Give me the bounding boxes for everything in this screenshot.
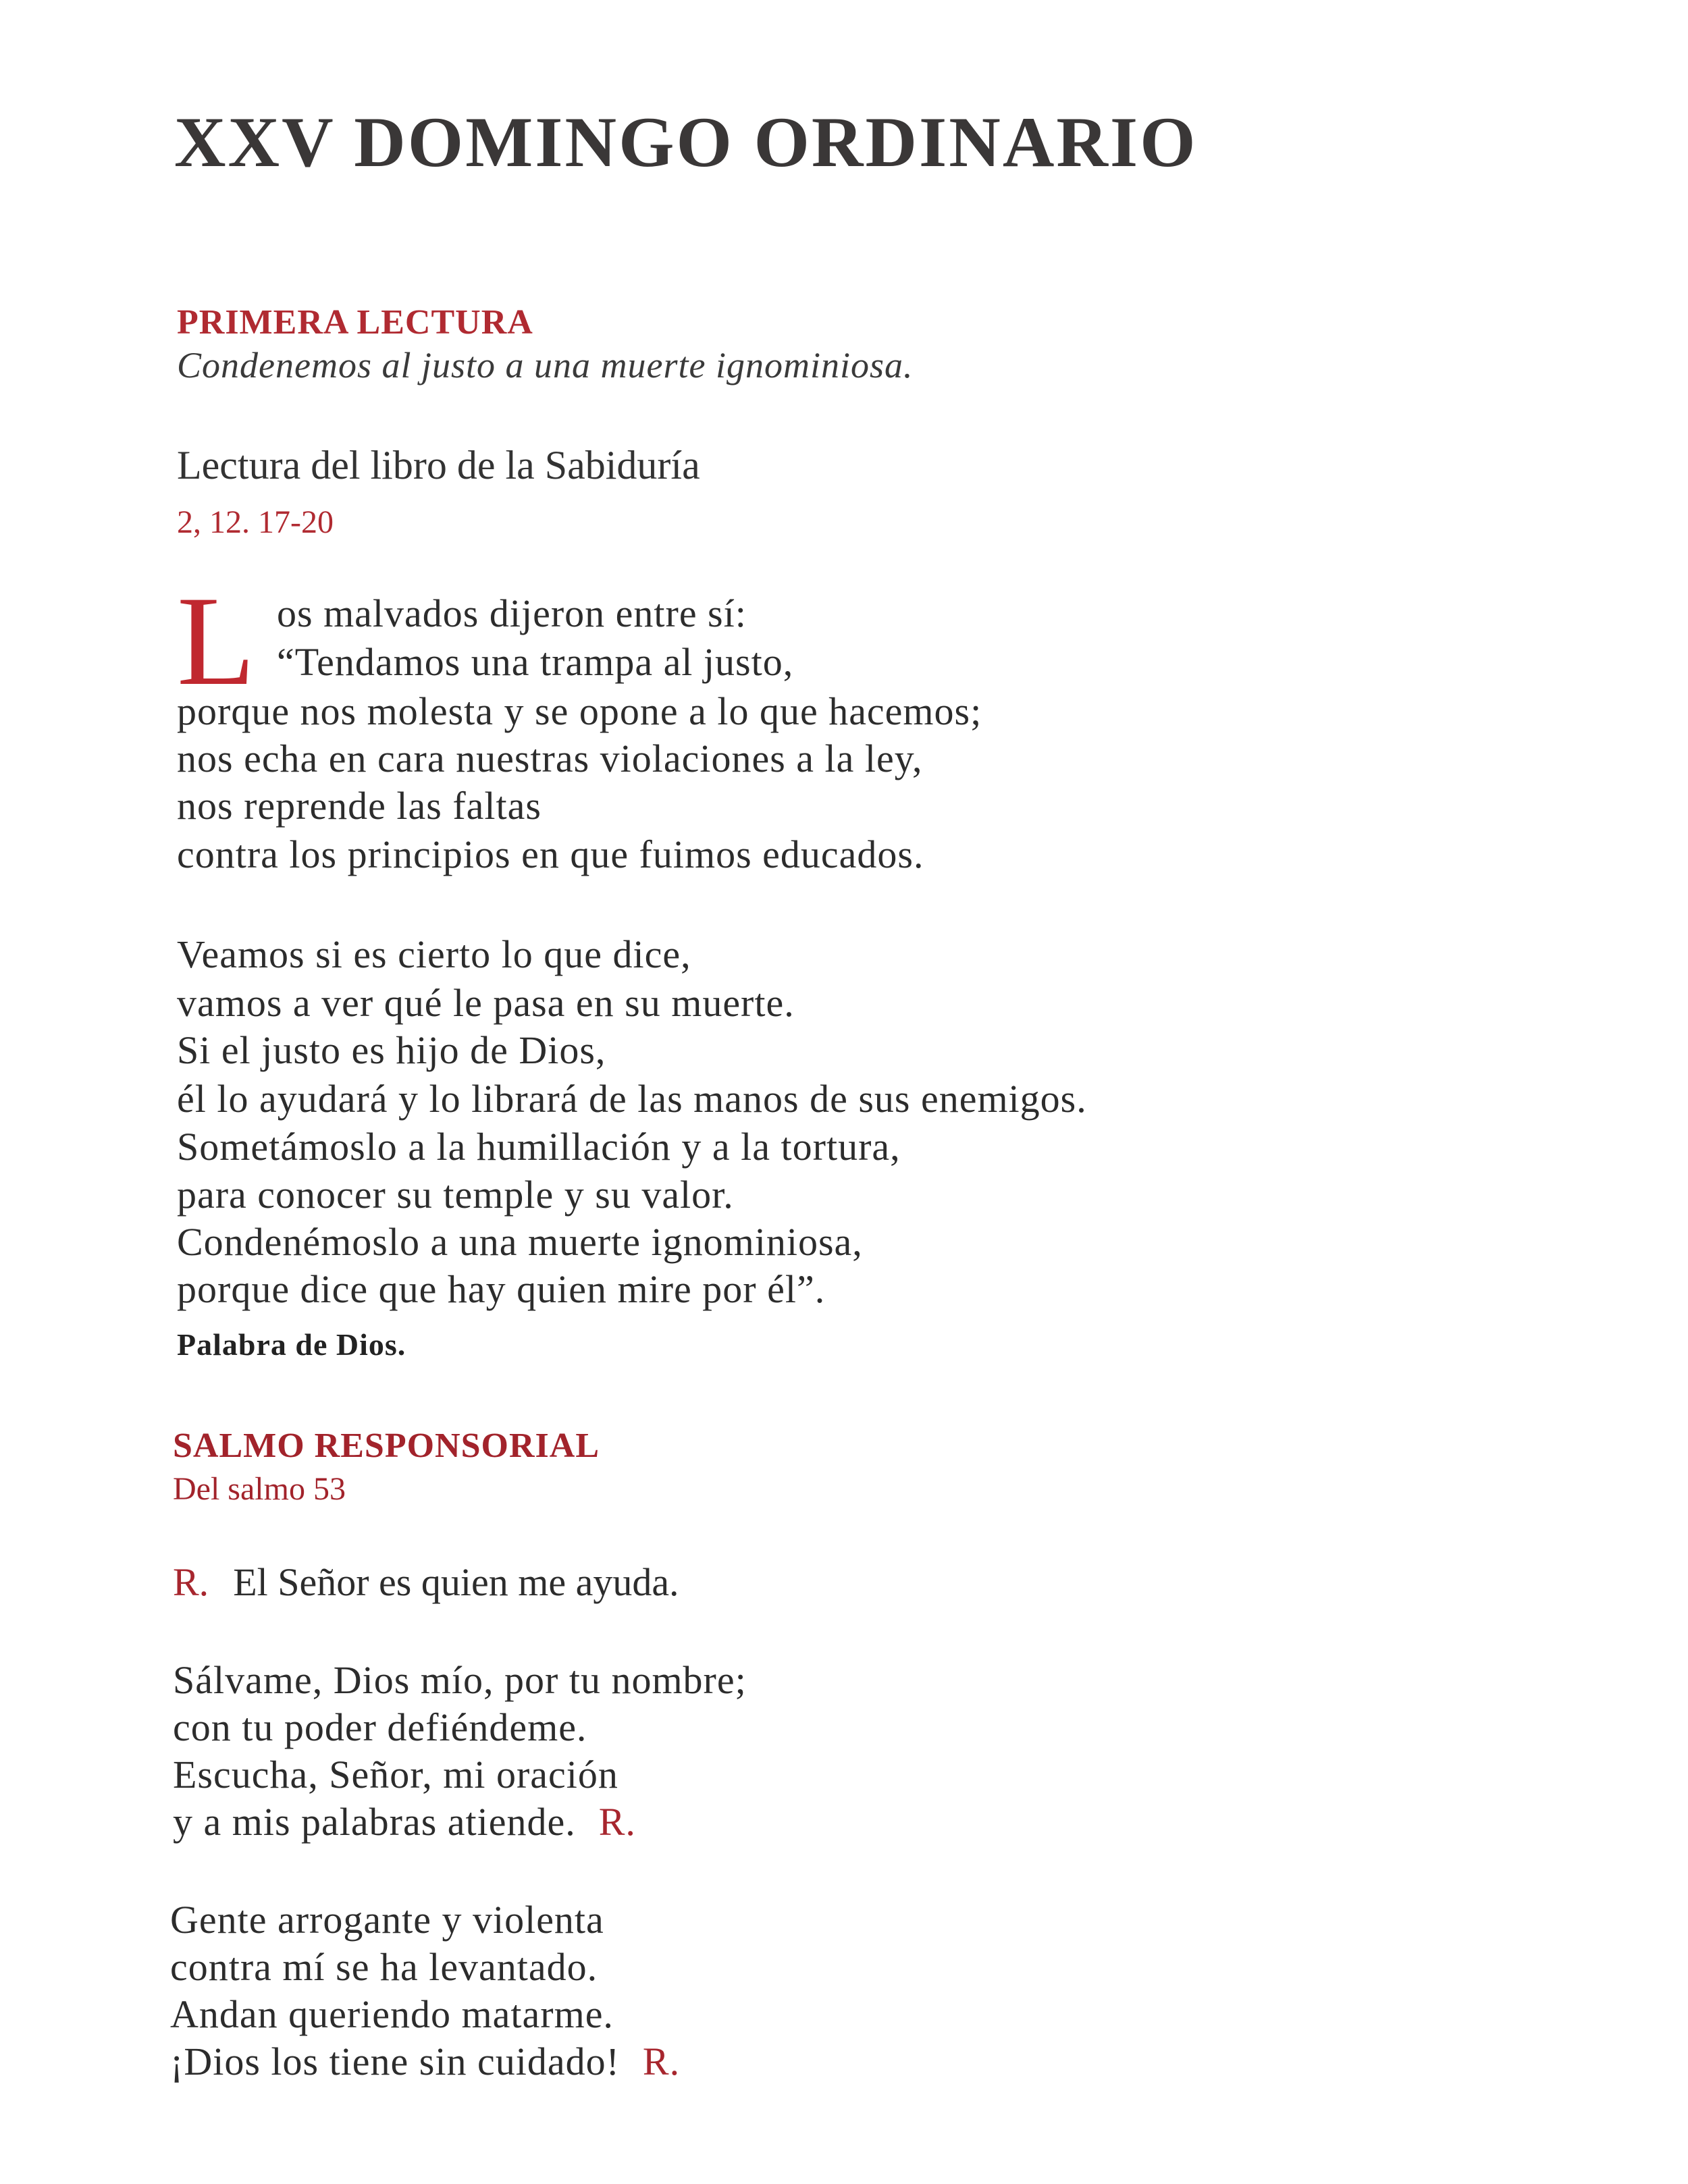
response-text: El Señor es quien me ayuda. bbox=[233, 1560, 679, 1604]
response-mark: R. bbox=[173, 1560, 209, 1604]
reading-line: para conocer su temple y su valor. bbox=[177, 1173, 734, 1217]
reading-book: Lectura del libro de la Sabiduría bbox=[177, 443, 700, 487]
first-reading-subtitle: Condenemos al justo a una muerte ignominiosa. bbox=[177, 345, 914, 385]
psalm-line: Andan queriendo matarme. bbox=[170, 1992, 614, 2036]
reading-line: nos reprende las faltas bbox=[177, 784, 542, 828]
page-title: XXV DOMINGO ORDINARIO bbox=[174, 103, 1198, 182]
psalm-response bbox=[173, 1560, 679, 1605]
psalm-line-text: y a mis palabras atiende. bbox=[173, 1800, 576, 1844]
reading-line: Veamos si es cierto lo que dice, bbox=[177, 932, 691, 976]
psalm-line-text: ¡Dios los tiene sin cuidado! bbox=[170, 2040, 620, 2083]
psalm-reference: Del salmo 53 bbox=[173, 1471, 346, 1507]
psalm-line: contra mí se ha levantado. bbox=[170, 1945, 598, 1989]
drop-cap: L bbox=[177, 570, 256, 712]
psalm-line: Gente arrogante y violenta bbox=[170, 1898, 604, 1942]
psalm-line bbox=[173, 1799, 636, 1844]
reading-line: nos echa en cara nuestras violaciones a la ley, bbox=[177, 737, 923, 780]
reading-line: contra los principios en que fuimos educados. bbox=[177, 832, 924, 876]
reading-citation: 2, 12. 17-20 bbox=[177, 504, 334, 540]
reading-line: porque nos molesta y se opone a lo que hacemos; bbox=[177, 689, 982, 733]
psalm-line: Sálvame, Dios mío, por tu nombre; bbox=[173, 1658, 747, 1702]
reading-line: “Tendamos una trampa al justo, bbox=[277, 640, 794, 684]
reading-line: os malvados dijeron entre sí: bbox=[277, 591, 747, 635]
reading-closing: Palabra de Dios. bbox=[177, 1327, 406, 1362]
reading-line: porque dice que hay quien mire por él”. bbox=[177, 1267, 826, 1311]
response-mark: R. bbox=[598, 1800, 636, 1844]
reading-line: él lo ayudará y lo librará de las manos de sus enemigos. bbox=[177, 1077, 1087, 1121]
response-mark: R. bbox=[642, 2040, 681, 2083]
psalm-heading: SALMO RESPONSORIAL bbox=[173, 1427, 600, 1465]
reading-line: Condenémoslo a una muerte ignominiosa, bbox=[177, 1220, 863, 1264]
reading-line: Sometámoslo a la humillación y a la tortura, bbox=[177, 1125, 901, 1169]
psalm-line bbox=[170, 2039, 680, 2084]
psalm-line: con tu poder defiéndeme. bbox=[173, 1705, 587, 1749]
psalm-line: Escucha, Señor, mi oración bbox=[173, 1753, 618, 1796]
reading-line: Si el justo es hijo de Dios, bbox=[177, 1028, 606, 1072]
reading-line: vamos a ver qué le pasa en su muerte. bbox=[177, 981, 795, 1025]
first-reading-heading: PRIMERA LECTURA bbox=[177, 303, 533, 342]
